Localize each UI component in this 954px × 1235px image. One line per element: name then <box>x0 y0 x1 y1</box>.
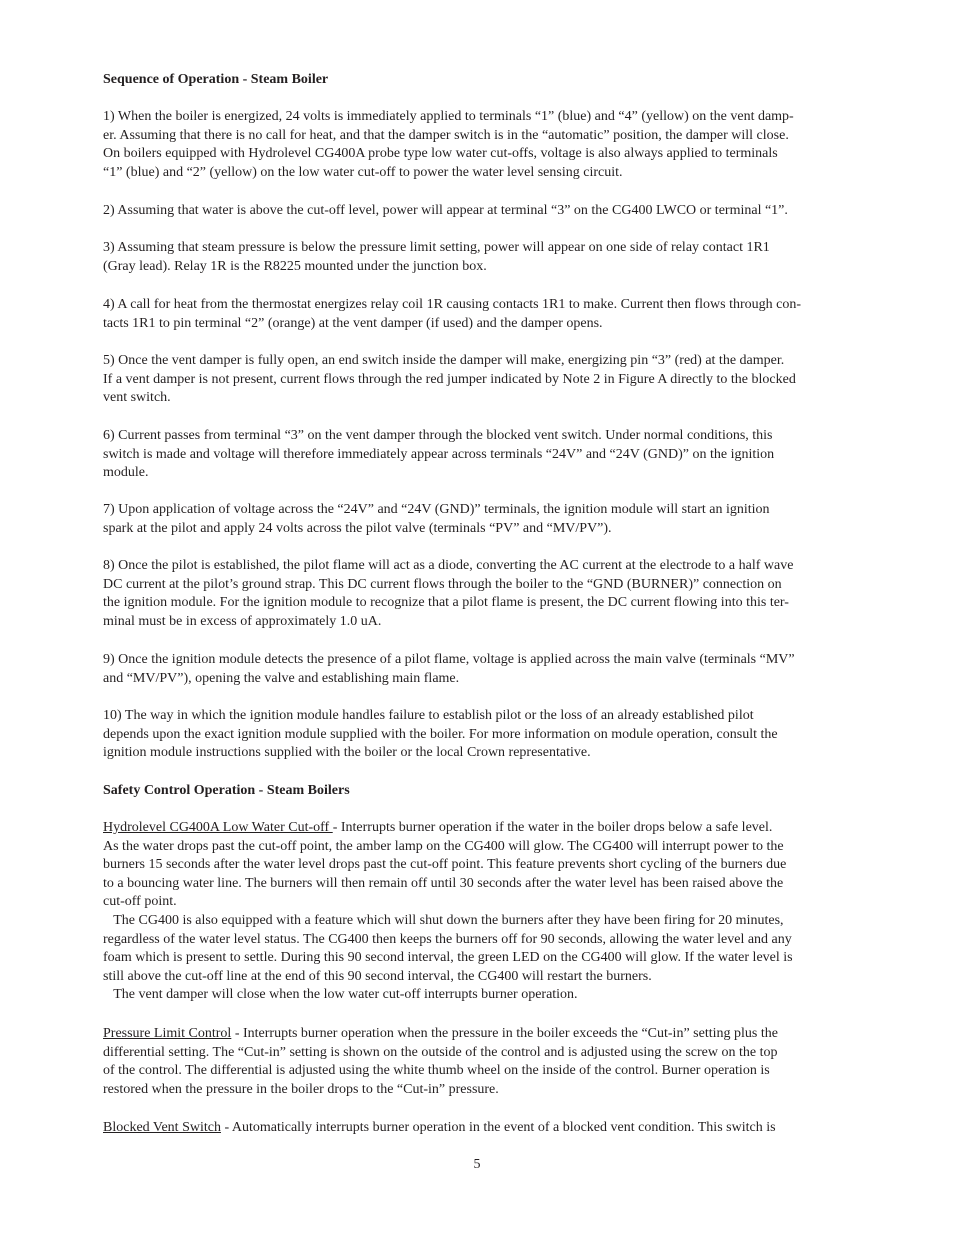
sequence-step-9 <box>103 651 883 688</box>
blocked-vent-title: Blocked Vent Switch <box>103 1120 221 1135</box>
text-line: minal must be in excess of approximately 1.0 uA. <box>103 613 382 629</box>
text-line: 9) Once the ignition module detects the presence of a pilot flame, voltage is applied across the main valve (terminals “MV” <box>103 652 795 667</box>
heading-sequence-of-operation: Sequence of Operation - Steam Boiler <box>103 72 329 87</box>
text-line: depends upon the exact ignition module supplied with the boiler. For more information on module operation, consult the <box>103 726 778 742</box>
text-line: DC current at the pilot’s ground strap. This DC current flows through the boiler to the “GND (BURNER)” connection on <box>103 576 782 592</box>
text-line: 10) The way in which the ignition module handles failure to establish pilot or the loss of an already established pilot <box>103 708 754 723</box>
sequence-step-5 <box>103 352 883 408</box>
text-line: restored when the pressure in the boiler drops to the “Cut-in” pressure. <box>103 1081 499 1097</box>
text-line: and “MV/PV”), opening the valve and establishing main flame. <box>103 670 460 686</box>
sequence-step-2 <box>103 202 883 221</box>
text-line: differential setting. The “Cut-in” setting is shown on the outside of the control and is adjusted using the screw on the top <box>103 1044 778 1060</box>
text-line: 2) Assuming that water is above the cut-off level, power will appear at terminal “3” on the CG400 LWCO or terminal “1”. <box>103 203 788 218</box>
text-line <box>103 819 883 838</box>
sequence-step-7 <box>103 501 883 538</box>
text-line: On boilers equipped with Hydrolevel CG400A probe type low water cut-offs, voltage is also always applied to terminals <box>103 146 778 162</box>
text-line: 5) Once the vent damper is fully open, an end switch inside the damper will make, energizing pin “3” (red) at the damper. <box>103 353 785 368</box>
text-line: module. <box>103 465 149 481</box>
text-line: The CG400 is also equipped with a feature which will shut down the burners after they have been firing for 20 minutes, <box>103 912 784 928</box>
text-line: 1) When the boiler is energized, 24 volts is immediately applied to terminals “1” (blue) and “4” (yellow) on the vent damp- <box>103 109 794 124</box>
text-line: cut-off point. <box>103 894 177 910</box>
text-line: er. Assuming that there is no call for heat, and that the damper switch is in the “automatic” position, the damper will close. <box>103 127 789 143</box>
text-line: 7) Upon application of voltage across the “24V” and “24V (GND)” terminals, the ignition module will start an ignition <box>103 502 770 517</box>
text-line <box>103 1025 883 1044</box>
pressure-first-line-text: - Interrupts burner operation when the pressure in the boiler exceeds the “Cut-in” setting plus the <box>231 1026 778 1041</box>
text-line: switch is made and voltage will therefore immediately appear across terminals “24V” and “24V (GND)” on the ignition <box>103 446 775 462</box>
text-line: “1” (blue) and “2” (yellow) on the low water cut-off to power the water level sensing circuit. <box>103 164 623 180</box>
text-line: of the control. The differential is adjusted using the white thumb wheel on the inside of the control. Burner operation is <box>103 1063 770 1079</box>
text-line: spark at the pilot and apply 24 volts across the pilot valve (terminals “PV” and “MV/PV”). <box>103 520 612 536</box>
text-line: ignition module instructions supplied with the boiler or the local Crown representative. <box>103 745 591 761</box>
sequence-step-6 <box>103 427 883 483</box>
text-line: still above the cut-off line at the end of this 90 second interval, the CG400 will restart the burners. <box>103 968 652 984</box>
text-line: tacts 1R1 to pin terminal “2” (orange) at the vent damper (if used) and the damper opens. <box>103 315 603 331</box>
sequence-step-1 <box>103 108 883 182</box>
text-line: foam which is present to settle. During this 90 second interval, the green LED on the CG400 will glow. If the water level is <box>103 950 793 966</box>
text-line: 8) Once the pilot is established, the pilot flame will act as a diode, converting the AC current at the electrode to a half wave <box>103 558 794 573</box>
text-line: 3) Assuming that steam pressure is below the pressure limit setting, power will appear on one side of relay contact 1R1 <box>103 240 770 255</box>
section-blocked-vent-switch <box>103 1119 883 1138</box>
pressure-limit-title: Pressure Limit Control <box>103 1026 232 1041</box>
text-line: burners 15 seconds after the water level drops past the cut-off point. This feature prevents short cycling of the burners due <box>103 857 787 873</box>
heading-safety-control-operation: Safety Control Operation - Steam Boilers <box>103 783 350 798</box>
text-line: regardless of the water level status. The CG400 then keeps the burners off for 90 seconds, allowing the water level and any <box>103 931 792 947</box>
section-cg400-low-water-cutoff <box>103 819 883 1005</box>
text-line: to a bouncing water line. The burners will then remain off until 30 seconds after the water level has been raised above the <box>103 875 784 891</box>
cg400-first-line-text: - Interrupts burner operation if the water in the boiler drops below a safe level. <box>332 820 773 835</box>
text-line: the ignition module. For the ignition module to recognize that a pilot flame is present, the DC current flowing into this ter- <box>103 595 789 611</box>
text-line: 6) Current passes from terminal “3” on the vent damper through the blocked vent switch. Under normal conditions, this <box>103 428 773 443</box>
sequence-step-3 <box>103 239 883 276</box>
sequence-step-8 <box>103 557 883 631</box>
text-line: 4) A call for heat from the thermostat energizes relay coil 1R causing contacts 1R1 to make. Current then flows through con- <box>103 297 801 312</box>
text-line: vent switch. <box>103 390 171 406</box>
text-line: (Gray lead). Relay 1R is the R8225 mounted under the junction box. <box>103 258 487 274</box>
section-pressure-limit-control <box>103 1025 883 1099</box>
text-line: The vent damper will close when the low water cut-off interrupts burner operation. <box>103 987 578 1003</box>
blocked-first-line-text: - Automatically interrupts burner operation in the event of a blocked vent condition. This switch is <box>220 1120 776 1135</box>
text-line <box>103 1119 883 1138</box>
sequence-step-4 <box>103 296 883 333</box>
text-line: As the water drops past the cut-off point, the amber lamp on the CG400 will glow. The CG400 will interrupt power to the <box>103 838 784 854</box>
sequence-step-10 <box>103 707 883 763</box>
cg400-title: Hydrolevel CG400A Low Water Cut-off <box>103 820 333 835</box>
page-number: 5 <box>473 1157 481 1172</box>
text-line: If a vent damper is not present, current flows through the red jumper indicated by Note 2 in Figure A directly to the blocked <box>103 371 796 387</box>
